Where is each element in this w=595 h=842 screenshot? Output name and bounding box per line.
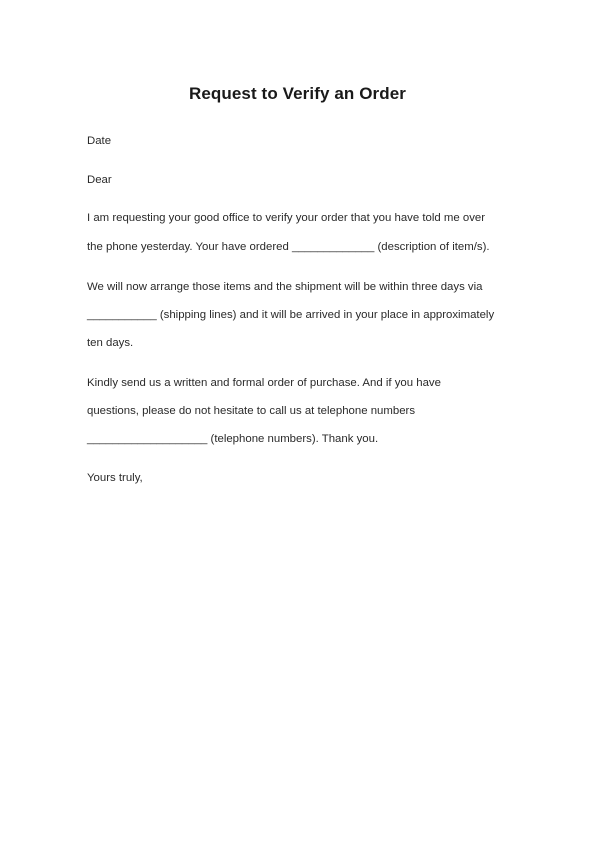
paragraph2-line2: ___________ (shipping lines) and it will be arrived in your place in approximately [87,309,495,321]
closing: Yours truly, [87,472,143,484]
paragraph3-line1: Kindly send us a written and formal order of purchase. And if you have [87,377,441,389]
paragraph1-line2: the phone yesterday. Your have ordered _____________ (description of item/s). [87,241,490,253]
salutation: Dear [87,174,112,186]
paragraph2-line1: We will now arrange those items and the shipment will be within three days via [87,281,483,293]
date-label: Date [87,135,112,147]
document-title: Request to Verify an Order [188,84,407,103]
paragraph3-line2: questions, please do not hesitate to call us at telephone numbers [87,405,416,417]
paragraph1-line1: I am requesting your good office to verify your order that you have told me over [87,212,486,224]
paragraph2-line3: ten days. [87,337,134,349]
paragraph3-line3: ___________________ (telephone numbers). Thank you. [87,433,379,445]
